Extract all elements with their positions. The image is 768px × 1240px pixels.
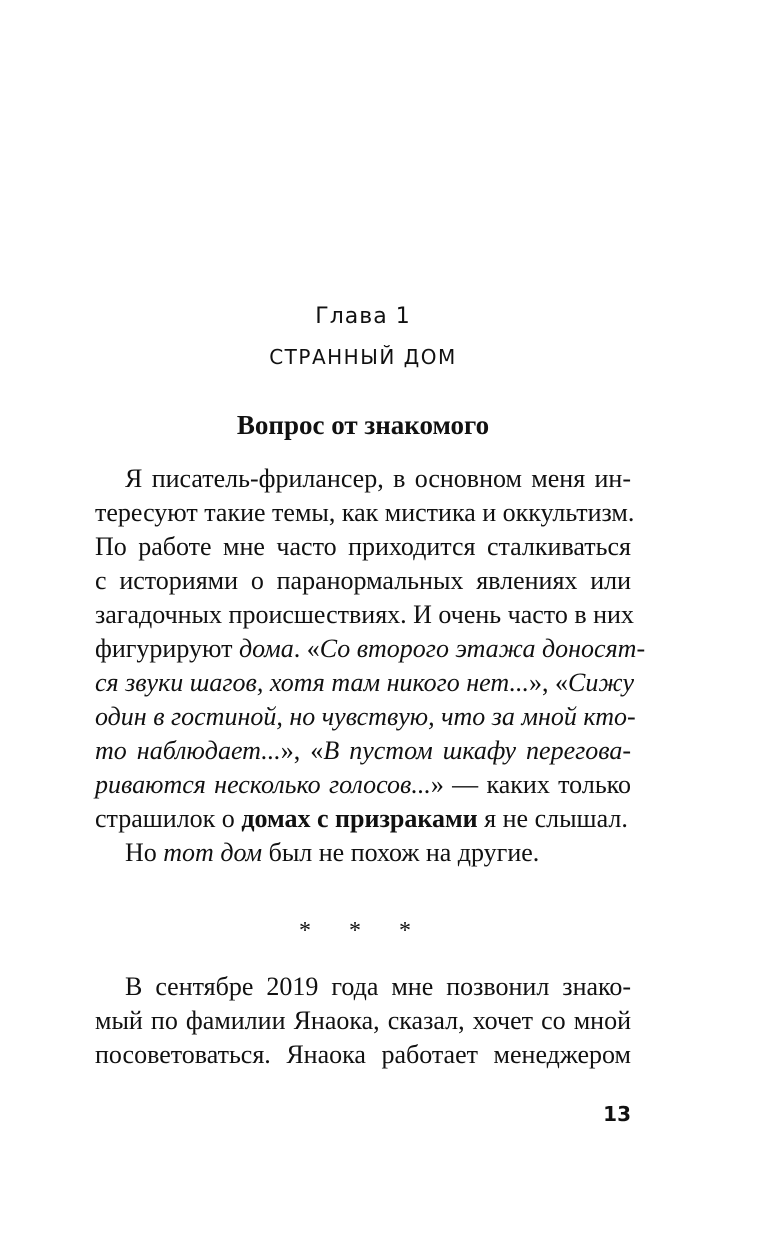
paragraph-1 — [95, 462, 646, 836]
bold-run: домах с призраками — [241, 804, 478, 833]
italic-run: Сижу — [567, 668, 635, 697]
text-line: мый по фамилии Янаока, сказал, хочет со мной — [95, 1006, 631, 1035]
section-heading: Вопрос от знакомого — [236, 410, 490, 440]
paragraph-2 — [95, 836, 631, 870]
text-run: был не похож на другие. — [262, 838, 540, 867]
text-line — [95, 836, 631, 870]
italic-run: тот дом — [163, 838, 263, 867]
text-line: с историями о паранормальных явлениях или — [95, 566, 631, 595]
text-run: Но — [125, 838, 164, 867]
italic-run: дома — [238, 634, 294, 663]
italic-run: ся звуки шагов, хотя там никого нет... — [95, 668, 529, 697]
text-line — [95, 666, 635, 700]
text-run: », « — [280, 736, 324, 765]
text-line — [95, 802, 631, 836]
chapter-title: СТРАННЫЙ ДОМ — [269, 345, 457, 369]
text-line: посоветоваться. Янаока работает менеджером — [95, 1040, 631, 1069]
text-run: страшилок о — [95, 804, 242, 833]
text-run: » — каких только — [430, 770, 631, 799]
italic-run: то наблюдает... — [95, 736, 281, 765]
text-line — [95, 632, 646, 666]
text-line: По работе мне часто приходится сталкиваться — [95, 532, 631, 561]
text-line: один в гостиной, но чувствую, что за мной кто- — [95, 702, 636, 731]
text-line: В сентябре 2019 года мне позвонил знако- — [125, 972, 631, 1001]
paragraph-3 — [95, 970, 631, 1072]
text-run: . « — [293, 634, 320, 663]
italic-run: Со второго этажа доносят- — [319, 634, 646, 663]
text-run: я не слышал. — [477, 804, 628, 833]
text-line: загадочных происшествиях. И очень часто в них — [95, 600, 634, 629]
text-line — [95, 768, 631, 802]
text-line: Я писатель-фрилансер, в основном меня ин- — [125, 464, 631, 493]
page-number: 13 — [603, 1102, 631, 1126]
italic-run: В пустом шкафу перегова- — [323, 736, 632, 765]
text-line: тересуют такие темы, как мистика и оккультизм. — [95, 498, 635, 527]
section-separator: * * * — [299, 918, 427, 944]
text-line — [95, 734, 631, 768]
chapter-label: Глава 1 — [315, 304, 411, 329]
text-run: », « — [528, 668, 568, 697]
italic-run: риваются несколько голосов... — [95, 770, 431, 799]
text-run: фигурируют — [95, 634, 239, 663]
